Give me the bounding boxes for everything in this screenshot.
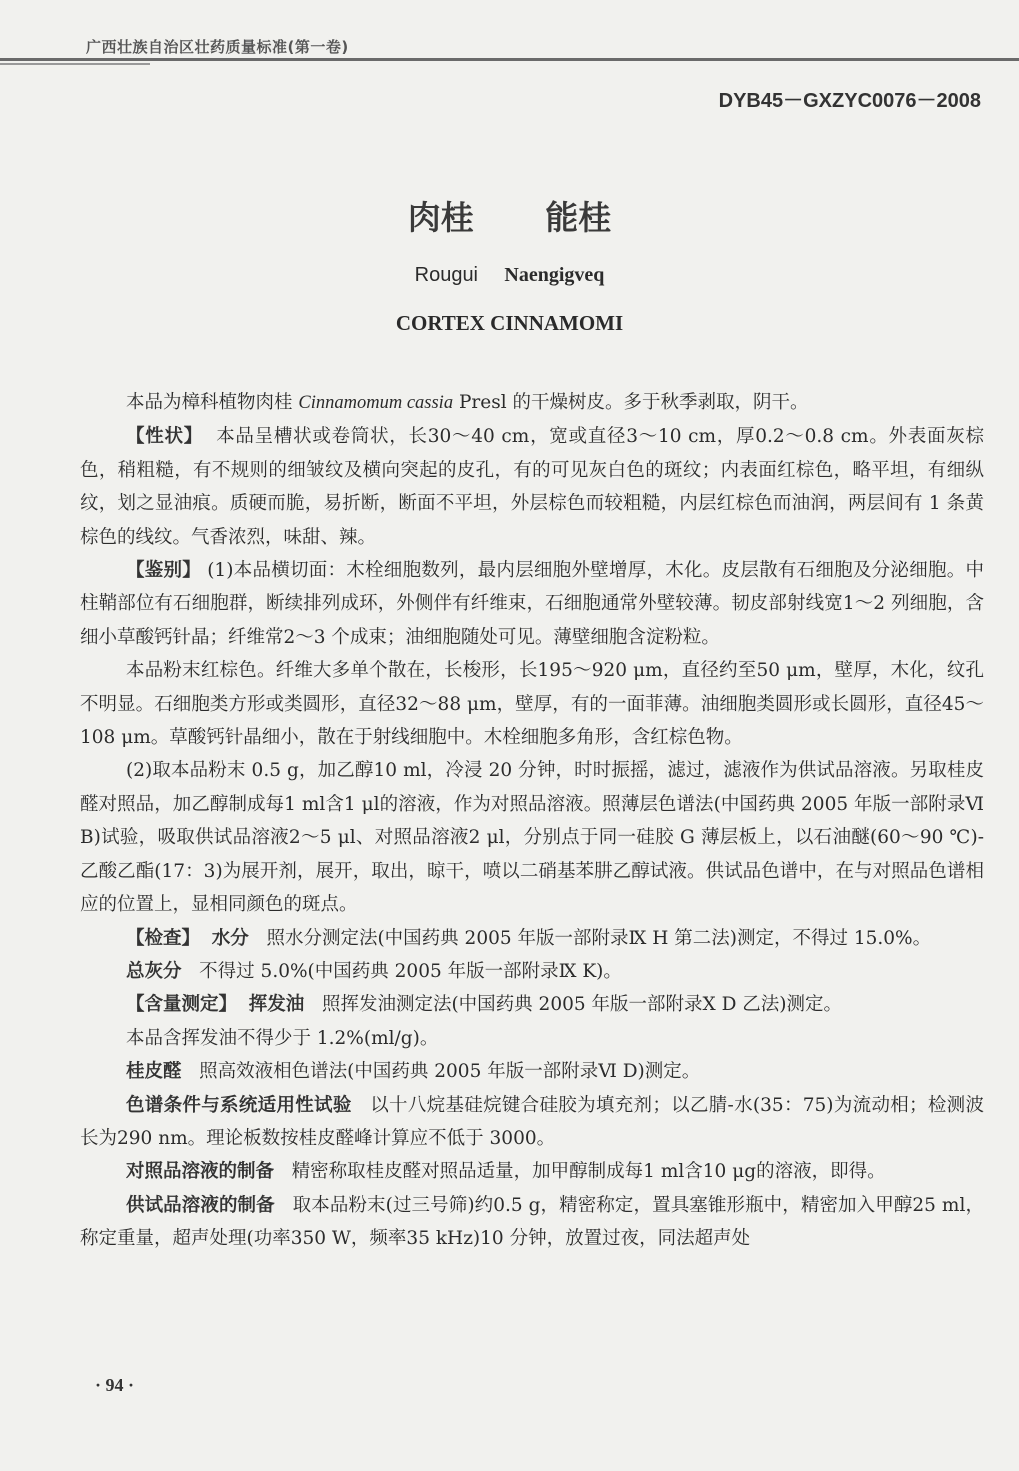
pinyin-name: Rougui [414,264,479,286]
standard-code: DYB45－GXZYC0076－2008 [718,90,981,112]
total-ash-label: 总灰分 [126,960,182,982]
test-solution: 供试品溶液的制备 取本品粉末(过三号筛)约0.5 g，精密称定，置具塞锥形瓶中，精密加入甲醇25 ml，称定重量，超声处理(功率350 W，频率35 kHz)10 分钟，放置过夜，同法超声处 [80,1194,984,1250]
species-name: Cinnamomum cassia [298,393,454,413]
chromatographic-conditions-label: 色谱条件与系统适用性试验 [126,1094,352,1116]
test-solution-label: 供试品溶液的制备 [126,1194,275,1216]
monograph-title [0,192,1019,239]
cinnamaldehyde: 桂皮醛 照高效液相色谱法(中国药典 2005 年版一部附录Ⅵ D)测定。 [126,1061,701,1083]
reference-solution-label: 对照品溶液的制备 [126,1161,275,1183]
zhuang-name: Naengigveq [504,264,605,286]
volatile-oil-label: 挥发油 [248,994,305,1016]
intro-paragraph: 本品为樟科植物肉桂 Cinnamomum cassia Presl 的干燥树皮。多于秋季剥取，阴干。 [126,392,809,413]
identification-tlc: (2)取本品粉末 0.5 g，加乙醇10 ml，冷浸 20 分钟，时时振摇，滤过，滤液作为供试品溶液。另取桂皮醛对照品，加乙醇制成每1 ml含1 μl的溶液，作为对照品溶液。照薄层色谱法(中国药典 2005 年版一部附录Ⅵ B)试验，吸取供试品溶液2～5 μl、对照品溶液2 μl，分别点于同一硅胶 G 薄层板上，以石油醚(60～90 ℃)-乙酸乙酯(17：3)为展开剂，展开，取出，晾干，喷以二硝基苯肼乙醇试液。供试品色谱中，在与对照品色谱相应的位置上，显相同颜色的斑点。 [80,760,984,916]
total-ash: 总灰分 不得过 5.0%(中国药典 2005 年版一部附录Ⅸ K)。 [126,960,622,982]
identification-powder: 本品粉末红棕色。纤维大多单个散在，长梭形，长195～920 μm，直径约至50 μm，壁厚，木化，纹孔不明显。石细胞类方形或类圆形，直径32～88 μm，壁厚，有的一面菲薄。油细胞类圆形或长圆形，直径45～108 μm。草酸钙针晶细小，散在于射线细胞中。木栓细胞多角形，含红棕色物。 [80,660,984,749]
latin-name: CORTEX CINNAMOMI [395,311,624,335]
tests-label: 【检查】 [126,927,201,949]
page-number: · 94 · [95,1375,135,1395]
description-label: 【性状】 [126,426,203,448]
volatile-oil-limit: 本品含挥发油不得少于 1.2%(ml/g)。 [126,1027,439,1049]
water-label: 水分 [211,927,249,949]
header-rule [0,58,1019,61]
assay-section: 【含量测定】 挥发油 照挥发油测定法(中国药典 2005 年版一部附录Ⅹ D 乙法)测定。 [126,994,842,1016]
tests-section: 【检查】 水分 照水分测定法(中国药典 2005 年版一部附录Ⅸ H 第二法)测定，不得过 15.0%。 [126,927,932,949]
chromatographic-conditions: 色谱条件与系统适用性试验 以十八烷基硅烷键合硅胶为填充剂；以乙腈-水(35：75)为流动相；检测波长为290 nm。理论板数按桂皮醛峰计算应不低于 3000。 [80,1094,984,1149]
zhuang-name-cn: 能桂 [545,198,612,237]
assay-label: 【含量测定】 [126,994,238,1016]
running-header-title: 广西壮族自治区壮药质量标准(第一卷) [86,38,349,56]
cinnamaldehyde-label: 桂皮醛 [126,1061,182,1083]
monograph-body [80,386,984,1256]
reference-solution: 对照品溶液的制备 精密称取桂皮醛对照品适量，加甲醇制成每1 ml含10 μg的溶液，即得。 [126,1161,886,1183]
description-section: 【性状】 本品呈槽状或卷筒状，长30～40 cm，宽或直径3～10 cm，厚0.2～0.8 cm。外表面灰棕色，稍粗糙，有不规则的细皱纹及横向突起的皮孔，有的可见灰白色的斑纹；内表面红棕色，略平坦，有细纵纹，划之显油痕。质硬而脆，易折断，断面不平坦，外层棕色而较粗糙，内层红棕色而油润，两层间有 1 条黄棕色的线纹。气香浓烈，味甜、辣。 [80,426,984,548]
chinese-name: 肉桂 [407,198,474,237]
identification-section: 【鉴别】 (1)本品横切面：木栓细胞数列，最内层细胞外壁增厚，木化。皮层散有石细胞及分泌细胞。中柱鞘部位有石细胞群，断续排列成环，外侧伴有纤维束，石细胞通常外壁较薄。韧皮部射线宽1～2 列细胞，含细小草酸钙针晶；纤维常2～3 个成束；油细胞随处可见。薄壁细胞含淀粉粒。 [80,560,984,648]
identification-label: 【鉴别】 [126,560,202,582]
monograph-romanized [0,262,1019,287]
header-rule-thin [0,63,150,65]
